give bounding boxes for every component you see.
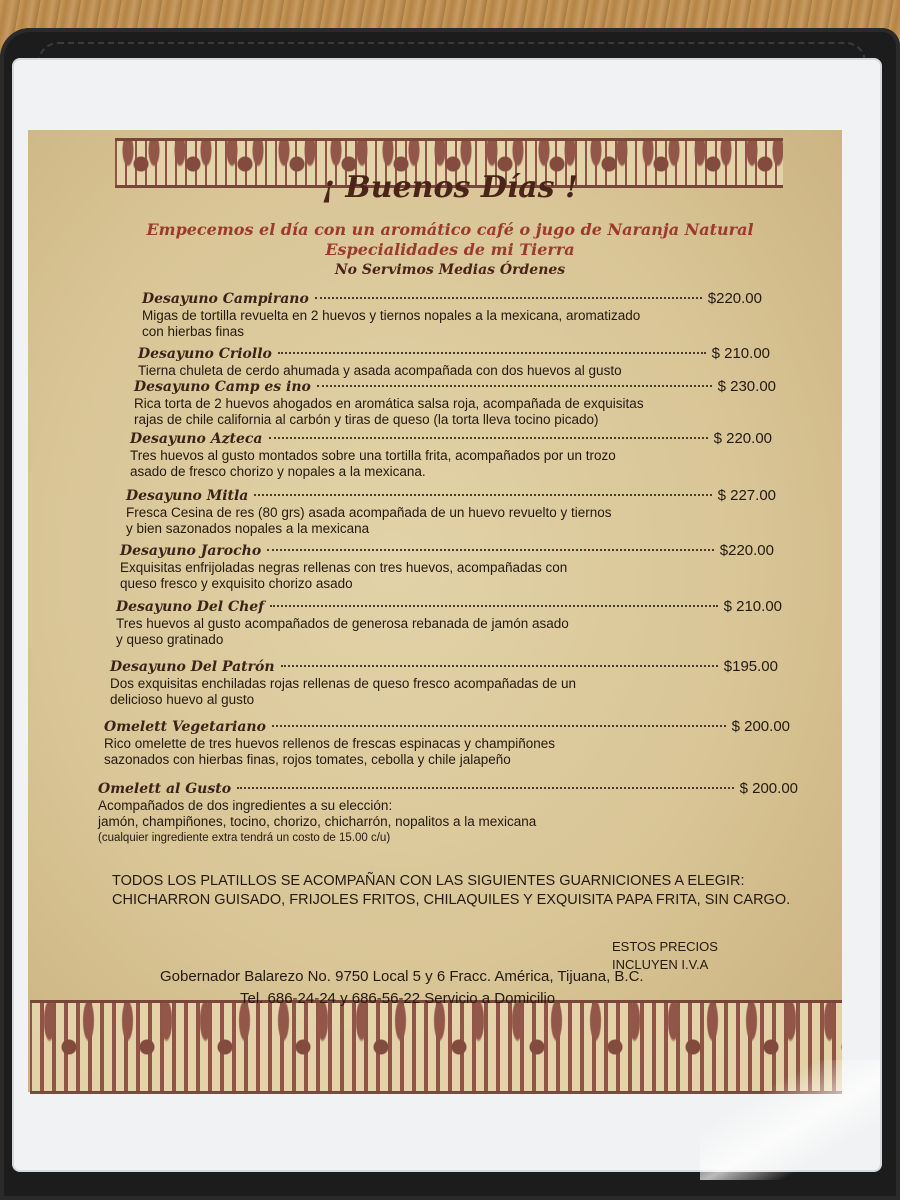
menu-item [120, 542, 774, 592]
item-name: Desayuno Azteca [130, 431, 263, 447]
menu-item [134, 378, 776, 428]
menu-item [142, 290, 762, 340]
item-name: Desayuno Jarocho [120, 543, 262, 559]
menu-item [116, 598, 782, 648]
item-price: $195.00 [723, 658, 778, 675]
menu-item [126, 487, 776, 537]
side-dishes-notice: TODOS LOS PLATILLOS SE ACOMPAÑAN CON LAS SIGUIENTES GUARNICIONES A ELEGIR: CHICHARRON GUISADO, FRIJOLES FRITOS, CHILAQUILES Y EXQUISITA PAPA FRITA, SIN CARGO. [112, 873, 791, 908]
item-price: $ 230.00 [717, 378, 776, 395]
item-description: Tierna chuleta de cerdo ahumada y asada acompañada con dos huevos al gusto [138, 363, 622, 378]
menu-item [130, 430, 772, 480]
menu-item [138, 345, 770, 379]
item-description: Dos exquisitas enchiladas rojas rellenas de queso fresco acompañadas de un delicioso huevo al gusto [110, 676, 577, 707]
tax-included-notice: ESTOS PRECIOS INCLUYEN I.V.A [612, 939, 718, 972]
item-price: $220.00 [707, 290, 762, 307]
item-price: $ 210.00 [723, 598, 782, 615]
dot-leader [315, 297, 702, 299]
item-price: $ 200.00 [731, 718, 790, 735]
item-description: Migas de tortilla revuelta en 2 huevos y tiernos nopales a la mexicana, aromatizado con hierbas finas [142, 308, 641, 339]
item-name: Desayuno Del Patrón [110, 659, 275, 675]
item-price: $ 210.00 [711, 345, 770, 362]
dot-leader [278, 352, 706, 354]
extra-ingredient-note: (cualquier ingrediente extra tendrá un costo de 15.00 c/u) [98, 832, 391, 844]
item-name: Desayuno Mitla [126, 488, 249, 504]
menu-item [110, 658, 778, 708]
item-name: Omelett al Gusto [98, 781, 232, 797]
dot-leader [272, 725, 726, 727]
item-description: Rico omelette de tres huevos rellenos de frescas espinacas y champiñones sazonados con hierbas finas, rojos tomates, cebolla y chile jalapeño [104, 736, 555, 767]
item-description: Tres huevos al gusto montados sobre una tortilla frita, acompañados por un trozo asado de fresco chorizo y nopales a la mexicana. [130, 448, 616, 479]
item-price: $ 200.00 [739, 780, 798, 797]
dot-leader [254, 494, 711, 496]
item-description: Fresca Cesina de res (80 grs) asada acompañada de un huevo revuelto y tiernos y bien sazonados nopales a la mexicana [126, 505, 612, 536]
menu-subtitle-no-half-orders: No Servimos Medias Órdenes [334, 262, 566, 278]
dot-leader [281, 665, 718, 667]
menu-subtitle-coffee: Empecemos el día con un aromático café o jugo de Naranja Natural [146, 220, 754, 239]
menu-subtitle-specialties: Especialidades de mi Tierra [325, 240, 575, 259]
item-description: Tres huevos al gusto acompañados de generosa rebanada de jamón asado y queso gratinado [116, 616, 569, 647]
restaurant-address: Gobernador Balarezo No. 9750 Local 5 y 6 Fracc. América, Tijuana, B.C. Tel. 686-24-24 y 686-56-22 Servicio a Domicilio [160, 968, 644, 1007]
item-price: $ 227.00 [717, 487, 776, 504]
item-name: Desayuno Camp es ino [134, 379, 311, 395]
dot-leader [270, 605, 717, 607]
menu-item [98, 780, 798, 846]
item-name: Omelett Vegetariano [104, 719, 266, 735]
item-name: Desayuno Del Chef [116, 599, 265, 615]
dot-leader [317, 385, 712, 387]
plastic-glare [700, 1060, 880, 1180]
dot-leader [269, 437, 708, 439]
item-description: Rica torta de 2 huevos ahogados en aromática salsa roja, acompañada de exquisitas rajas de chile california al carbón y tiras de queso (la torta lleva tocino picado) [134, 396, 644, 427]
menu-item [104, 718, 790, 768]
item-description: Acompañados de dos ingredientes a su elección: jamón, champiñones, tocino, chorizo, chicharrón, nopalitos a la mexicana (cualquier ingrediente extra tendrá un costo de 15.00 c/u) [98, 798, 798, 846]
dot-leader [267, 549, 714, 551]
item-price: $ 220.00 [713, 430, 772, 447]
item-price: $220.00 [719, 542, 774, 559]
item-name: Desayuno Criollo [138, 346, 272, 362]
item-name: Desayuno Campirano [142, 291, 309, 307]
dot-leader [237, 787, 734, 789]
item-description: Exquisitas enfrijoladas negras rellenas con tres huevos, acompañadas con queso fresco y exquisito chorizo asado [120, 560, 568, 591]
menu-title: ¡ Buenos Días ! [321, 170, 579, 205]
